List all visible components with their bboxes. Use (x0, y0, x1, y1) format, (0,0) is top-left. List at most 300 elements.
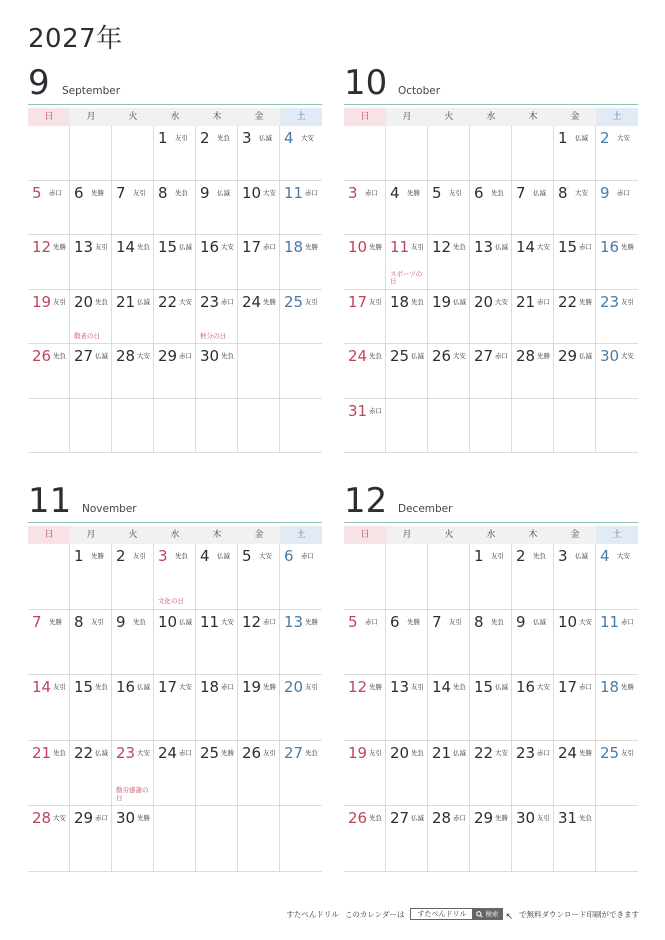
day-number: 5 (242, 547, 252, 565)
rokuyo-label: 先勝 (407, 188, 420, 197)
month-header (344, 62, 638, 104)
month-name: December (398, 503, 453, 515)
month-number: 12 (344, 481, 388, 521)
weekday-header-thu: 木 (196, 526, 238, 544)
weekday-header-wed: 水 (470, 108, 512, 126)
rokuyo-label: 赤口 (179, 352, 192, 360)
day-number: 17 (242, 238, 262, 256)
rokuyo-label: 赤口 (95, 814, 108, 822)
rokuyo-label: 赤口 (579, 243, 592, 251)
day-number: 22 (558, 292, 578, 311)
footer-lead: このカレンダーは (344, 909, 405, 919)
rokuyo-label: 大安 (263, 188, 276, 197)
day-cell (428, 290, 470, 345)
weekday-header-thu: 木 (512, 108, 554, 126)
day-cell (28, 235, 70, 290)
weekday-header-sun: 日 (344, 526, 386, 544)
day-cell (596, 126, 638, 181)
day-cell (512, 610, 554, 676)
rokuyo-label: 大安 (137, 748, 150, 757)
day-cell (70, 610, 112, 676)
rokuyo-label: 先勝 (621, 683, 634, 691)
year-title: 2027年 (28, 24, 123, 54)
day-number: 29 (74, 809, 94, 827)
day-number: 12 (32, 238, 52, 256)
day-number: 2 (116, 547, 126, 565)
day-number: 8 (474, 612, 484, 631)
weekday-row (28, 526, 322, 544)
day-number: 4 (600, 547, 610, 565)
day-cell (70, 181, 112, 236)
empty-day-cell (280, 344, 322, 399)
weekday-header-sun: 日 (28, 108, 70, 126)
day-cell (28, 610, 70, 676)
footer (286, 906, 639, 922)
empty-day-cell (280, 399, 322, 454)
day-number: 29 (474, 809, 494, 827)
day-number: 1 (158, 129, 168, 147)
day-number: 25 (284, 292, 304, 311)
month-november (28, 480, 322, 872)
rokuyo-label: 先勝 (621, 243, 634, 251)
day-number: 15 (158, 238, 178, 256)
day-cell (512, 290, 554, 345)
day-cell (196, 544, 238, 610)
day-cell (112, 181, 154, 236)
day-number: 1 (74, 547, 84, 565)
day-number: 7 (116, 183, 126, 202)
empty-day-cell (196, 806, 238, 872)
day-number: 5 (32, 183, 42, 202)
day-cell (470, 806, 512, 872)
day-cell (112, 675, 154, 741)
day-cell (512, 675, 554, 741)
day-cell (280, 544, 322, 610)
rokuyo-label: 先勝 (263, 297, 276, 306)
day-cell (554, 610, 596, 676)
day-cell (596, 675, 638, 741)
rokuyo-label: 先勝 (369, 243, 382, 251)
day-number: 22 (74, 743, 94, 762)
weekday-row (344, 108, 638, 126)
day-number: 26 (348, 809, 368, 827)
day-grid (28, 126, 322, 453)
day-cell (238, 610, 280, 676)
day-cell (596, 344, 638, 399)
day-number: 11 (284, 183, 304, 202)
rokuyo-label: 大安 (621, 352, 634, 360)
day-number: 6 (474, 183, 484, 202)
day-cell (70, 806, 112, 872)
day-number: 28 (432, 809, 452, 827)
empty-day-cell (70, 399, 112, 454)
day-cell (280, 610, 322, 676)
holiday-name: 文化の日 (158, 597, 184, 605)
month-header (28, 480, 322, 522)
empty-day-cell (386, 399, 428, 454)
day-cell (112, 235, 154, 290)
day-cell (196, 675, 238, 741)
rokuyo-label: 友引 (95, 243, 108, 251)
day-cell (554, 235, 596, 290)
rokuyo-label: 大安 (495, 748, 508, 757)
day-number: 27 (284, 743, 304, 762)
day-number: 26 (432, 347, 452, 365)
day-number: 3 (242, 129, 252, 147)
day-number: 10 (558, 612, 578, 631)
rokuyo-label: 赤口 (179, 748, 192, 757)
rokuyo-label: 赤口 (263, 617, 276, 626)
empty-day-cell (512, 399, 554, 454)
day-cell (238, 544, 280, 610)
day-number: 1 (558, 129, 568, 147)
rokuyo-label: 仏滅 (259, 134, 272, 142)
day-cell (554, 741, 596, 807)
day-number: 13 (474, 238, 494, 256)
empty-day-cell (470, 399, 512, 454)
day-cell (112, 806, 154, 872)
day-cell (596, 610, 638, 676)
rokuyo-label: 先勝 (53, 243, 66, 251)
weekday-header-wed: 水 (154, 526, 196, 544)
day-cell (238, 290, 280, 345)
day-cell (238, 741, 280, 807)
rokuyo-label: 先勝 (91, 552, 104, 560)
day-number: 10 (158, 612, 178, 631)
day-cell (428, 181, 470, 236)
day-number: 26 (32, 347, 52, 365)
weekday-header-fri: 金 (238, 108, 280, 126)
rokuyo-label: 大安 (537, 683, 550, 691)
empty-day-cell (70, 126, 112, 181)
rokuyo-label: 大安 (221, 617, 234, 626)
day-number: 15 (558, 238, 578, 256)
rokuyo-label: 友引 (369, 297, 382, 306)
day-cell (470, 344, 512, 399)
day-cell (386, 235, 428, 290)
rokuyo-label: 友引 (175, 134, 188, 142)
day-cell (28, 181, 70, 236)
rokuyo-label: 大安 (221, 243, 234, 251)
day-cell (554, 181, 596, 236)
day-cell (28, 675, 70, 741)
holiday-name: 秋分の日 (200, 331, 226, 340)
day-number: 11 (390, 238, 410, 256)
rokuyo-label: 赤口 (621, 617, 634, 626)
day-number: 24 (348, 347, 368, 365)
day-number: 28 (32, 809, 52, 827)
rokuyo-label: 先負 (53, 748, 66, 757)
weekday-header-wed: 水 (470, 526, 512, 544)
day-number: 10 (242, 183, 262, 202)
day-cell (428, 610, 470, 676)
rokuyo-label: 先負 (369, 352, 382, 360)
month-september (28, 62, 322, 453)
rokuyo-label: 大安 (259, 552, 272, 560)
day-cell (386, 610, 428, 676)
day-cell (470, 544, 512, 610)
rokuyo-label: 大安 (53, 814, 66, 822)
header-rule (344, 104, 638, 105)
empty-day-cell (428, 544, 470, 610)
rokuyo-label: 赤口 (579, 683, 592, 691)
day-cell (112, 544, 154, 610)
day-cell (238, 235, 280, 290)
rokuyo-label: 仏滅 (579, 352, 592, 360)
day-number: 2 (200, 129, 210, 147)
day-number: 31 (348, 401, 368, 420)
day-cell (386, 181, 428, 236)
rokuyo-label: 先勝 (407, 617, 420, 626)
day-cell (512, 806, 554, 872)
day-number: 14 (32, 678, 52, 696)
day-cell (470, 181, 512, 236)
day-cell (70, 675, 112, 741)
day-cell (554, 344, 596, 399)
rokuyo-label: 赤口 (221, 297, 234, 306)
day-cell (386, 344, 428, 399)
day-cell (554, 126, 596, 181)
empty-day-cell (386, 126, 428, 181)
day-number: 20 (74, 292, 94, 311)
day-cell (596, 181, 638, 236)
day-cell (470, 675, 512, 741)
day-number: 28 (516, 347, 536, 365)
month-name: November (82, 503, 137, 515)
day-number: 10 (348, 238, 368, 256)
rokuyo-label: 先勝 (221, 748, 234, 757)
day-cell (596, 741, 638, 807)
day-cell (470, 610, 512, 676)
day-number: 13 (390, 678, 410, 696)
rokuyo-label: 友引 (491, 552, 504, 560)
rokuyo-label: 仏滅 (495, 243, 508, 251)
search-box[interactable] (410, 908, 503, 920)
holiday-name: スポーツの日 (390, 269, 423, 285)
day-cell (196, 290, 238, 345)
rokuyo-label: 赤口 (495, 352, 508, 360)
day-number: 26 (242, 743, 262, 762)
header-rule (344, 522, 638, 523)
rokuyo-label: 先負 (175, 188, 188, 197)
day-cell (154, 741, 196, 807)
day-cell (238, 181, 280, 236)
empty-day-cell (28, 126, 70, 181)
day-cell (70, 235, 112, 290)
day-number: 2 (600, 129, 610, 147)
rokuyo-label: 先勝 (495, 814, 508, 822)
month-header (344, 480, 638, 522)
rokuyo-label: 仏滅 (217, 552, 230, 560)
empty-day-cell (344, 544, 386, 610)
day-cell (28, 806, 70, 872)
rokuyo-label: 赤口 (537, 297, 550, 306)
day-cell (428, 235, 470, 290)
day-cell (196, 235, 238, 290)
empty-day-cell (512, 126, 554, 181)
day-cell (154, 290, 196, 345)
holiday-name: 敬老の日 (74, 331, 100, 340)
day-number: 12 (348, 678, 368, 696)
rokuyo-label: 先負 (369, 814, 382, 822)
rokuyo-label: 友引 (305, 683, 318, 691)
rokuyo-label: 仏滅 (575, 134, 588, 142)
rokuyo-label: 先負 (217, 134, 230, 142)
day-number: 19 (32, 292, 52, 311)
empty-day-cell (596, 399, 638, 454)
day-cell (470, 741, 512, 807)
day-number: 17 (348, 292, 368, 311)
day-cell (512, 741, 554, 807)
weekday-header-wed: 水 (154, 108, 196, 126)
rokuyo-label: 大安 (579, 617, 592, 626)
rokuyo-label: 仏滅 (533, 188, 546, 197)
day-cell (386, 290, 428, 345)
day-number: 4 (284, 129, 294, 147)
search-icon (476, 911, 483, 918)
rokuyo-label: 赤口 (617, 188, 630, 197)
rokuyo-label: 友引 (411, 243, 424, 251)
day-cell (70, 344, 112, 399)
rokuyo-label: 先負 (453, 683, 466, 691)
day-cell (280, 126, 322, 181)
month-number: 11 (28, 481, 72, 521)
rokuyo-label: 先負 (411, 748, 424, 757)
day-number: 4 (390, 183, 400, 202)
day-number: 16 (600, 238, 620, 256)
rokuyo-label: 大安 (179, 683, 192, 691)
empty-day-cell (154, 806, 196, 872)
day-cell (154, 126, 196, 181)
day-number: 1 (474, 547, 484, 565)
rokuyo-label: 先負 (221, 352, 234, 360)
rokuyo-label: 友引 (449, 188, 462, 197)
day-cell (554, 675, 596, 741)
day-number: 2 (516, 547, 526, 565)
rokuyo-label: 先負 (579, 814, 592, 822)
weekday-header-fri: 金 (554, 108, 596, 126)
rokuyo-label: 先勝 (49, 617, 62, 626)
day-cell (28, 741, 70, 807)
rokuyo-label: 先勝 (137, 814, 150, 822)
rokuyo-label: 赤口 (221, 683, 234, 691)
rokuyo-label: 仏滅 (95, 352, 108, 360)
day-cell (154, 544, 196, 610)
day-number: 24 (158, 743, 178, 762)
day-number: 18 (200, 678, 220, 696)
day-grid (344, 544, 638, 872)
empty-day-cell (238, 806, 280, 872)
month-december (344, 480, 638, 872)
day-cell (196, 741, 238, 807)
day-number: 21 (432, 743, 452, 762)
day-cell (196, 344, 238, 399)
day-number: 25 (600, 743, 620, 762)
day-cell (280, 290, 322, 345)
day-cell (386, 806, 428, 872)
day-number: 27 (74, 347, 94, 365)
rokuyo-label: 大安 (179, 297, 192, 306)
day-cell (344, 741, 386, 807)
rokuyo-label: 先勝 (305, 243, 318, 251)
day-number: 18 (284, 238, 304, 256)
search-button-label: 検索 (485, 910, 499, 918)
footer-trail: で無料ダウンロード印刷ができます (519, 909, 639, 919)
day-cell (28, 344, 70, 399)
day-number: 17 (558, 678, 578, 696)
header-rule (28, 104, 322, 105)
rokuyo-label: 先負 (453, 243, 466, 251)
day-cell (470, 235, 512, 290)
day-number: 13 (284, 612, 304, 631)
month-number: 10 (344, 63, 388, 103)
day-number: 23 (516, 743, 536, 762)
rokuyo-label: 仏滅 (179, 243, 192, 251)
rokuyo-label: 仏滅 (411, 814, 424, 822)
day-number: 29 (158, 347, 178, 365)
day-cell (428, 344, 470, 399)
rokuyo-label: 友引 (53, 297, 66, 306)
rokuyo-label: 大安 (301, 134, 314, 142)
day-cell (154, 675, 196, 741)
pointer-cursor-icon: ↖ (505, 912, 513, 922)
day-number: 14 (516, 238, 536, 256)
day-number: 21 (516, 292, 536, 311)
rokuyo-label: 大安 (453, 352, 466, 360)
rokuyo-label: 赤口 (365, 617, 378, 626)
rokuyo-label: 赤口 (537, 748, 550, 757)
weekday-header-tue: 火 (112, 526, 154, 544)
rokuyo-label: 赤口 (301, 552, 314, 560)
weekday-header-sun: 日 (28, 526, 70, 544)
empty-day-cell (28, 399, 70, 454)
day-number: 9 (600, 183, 610, 202)
day-number: 12 (432, 238, 452, 256)
rokuyo-label: 先勝 (579, 297, 592, 306)
weekday-header-mon: 月 (70, 526, 112, 544)
day-cell (428, 675, 470, 741)
day-number: 3 (158, 547, 168, 565)
day-number: 8 (158, 183, 168, 202)
empty-day-cell (280, 806, 322, 872)
day-cell (554, 544, 596, 610)
day-cell (112, 344, 154, 399)
day-cell (112, 290, 154, 345)
day-cell (70, 544, 112, 610)
day-number: 7 (432, 612, 442, 631)
empty-day-cell (196, 399, 238, 454)
empty-day-cell (428, 399, 470, 454)
empty-day-cell (112, 126, 154, 181)
empty-day-cell (470, 126, 512, 181)
rokuyo-label: 友引 (133, 188, 146, 197)
day-cell (596, 235, 638, 290)
empty-day-cell (428, 126, 470, 181)
day-number: 25 (200, 743, 220, 762)
day-number: 12 (242, 612, 262, 631)
day-cell (428, 741, 470, 807)
search-button[interactable] (472, 909, 502, 919)
weekday-header-tue: 火 (428, 108, 470, 126)
rokuyo-label: 仏滅 (95, 748, 108, 757)
day-cell (344, 399, 386, 454)
day-cell (344, 344, 386, 399)
day-number: 11 (200, 612, 220, 631)
day-cell (70, 290, 112, 345)
day-cell (28, 290, 70, 345)
rokuyo-label: 先負 (175, 552, 188, 560)
rokuyo-label: 大安 (617, 134, 630, 142)
